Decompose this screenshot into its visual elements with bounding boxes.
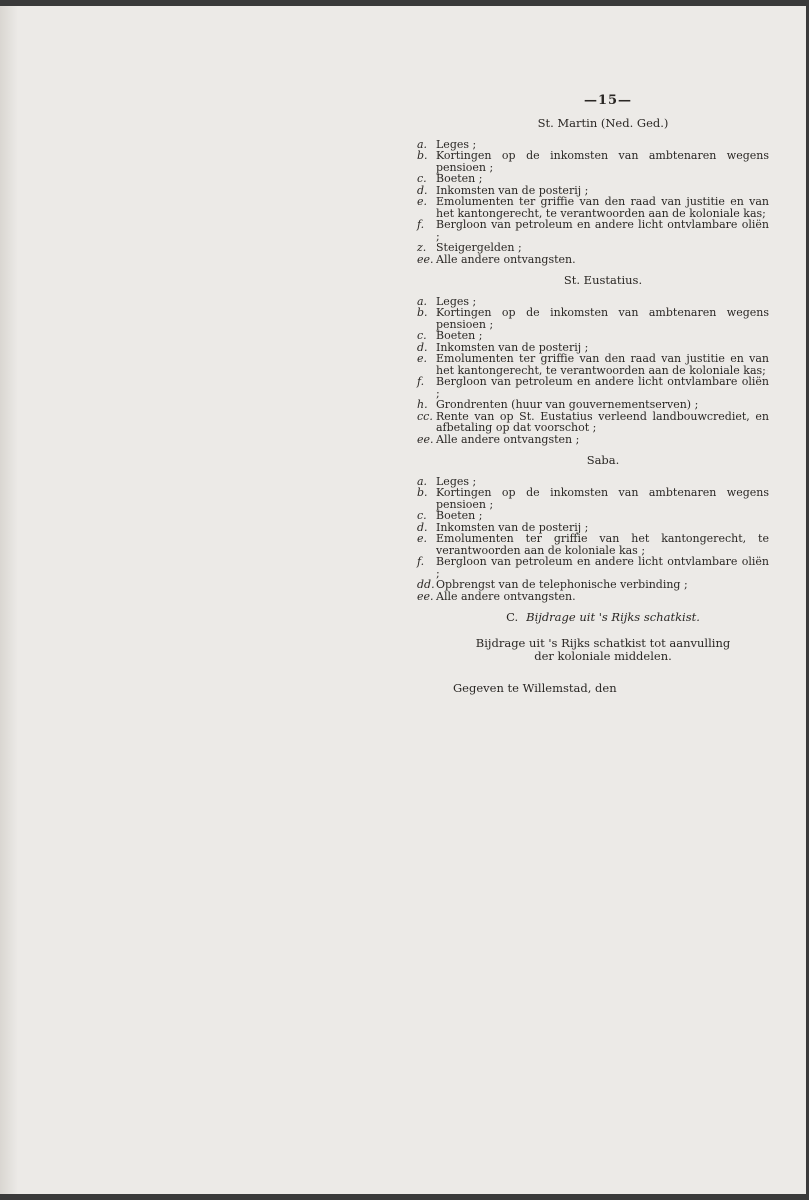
list-item (417, 219, 769, 242)
item-text: Inkomsten van de posterij ; (436, 340, 589, 354)
item-text: Leges ; (436, 474, 477, 488)
item-letter: e. (417, 195, 428, 208)
list-item (417, 196, 769, 219)
item-letter: d. (417, 183, 428, 197)
section-c-line-1: Bijdrage uit 's Rijks schatkist tot aanvulling (475, 635, 731, 650)
item-letter: d. (417, 520, 428, 534)
list-item (417, 556, 769, 579)
list-item (417, 533, 769, 556)
list-item (417, 510, 769, 522)
item-text: Emolumenten ter griffie van het kantongerecht, te verantwoorden aan de koloniale kas ; (436, 532, 769, 557)
list-item (417, 242, 769, 254)
section-heading-st-martin: St. Martin (Ned. Ged.) (537, 116, 669, 130)
list-item (417, 173, 769, 185)
list-item (417, 353, 769, 376)
item-text: Boeten ; (436, 329, 483, 342)
closing-line: Gegeven te Willemstad, den (453, 680, 617, 695)
section-c-body (437, 637, 769, 663)
list-item (417, 434, 769, 446)
item-letter: f. (417, 555, 425, 568)
item-text: Kortingen op de inkomsten van ambtenaren wegens pensioen ; (436, 486, 769, 511)
list-item (417, 579, 769, 591)
item-letter: a. (417, 137, 428, 151)
item-letter: ee. (417, 432, 434, 446)
list-item (417, 307, 769, 330)
list-st-martin (417, 139, 769, 266)
item-text: Kortingen op de inkomsten van ambtenaren wegens pensioen ; (436, 306, 769, 331)
list-item (417, 254, 769, 266)
page-number: —15— (583, 93, 633, 108)
item-text: Boeten ; (436, 509, 483, 522)
item-text: Grondrenten (huur van gouvernementserven) ; (436, 398, 699, 411)
item-text: Alle andere ontvangsten ; (436, 432, 580, 446)
item-letter: f. (417, 375, 425, 388)
item-text: Alle andere ontvangsten. (436, 589, 576, 603)
item-text: Leges ; (436, 294, 477, 308)
item-letter: d. (417, 340, 428, 354)
page-edge-shadow (0, 6, 18, 1194)
item-text: Inkomsten van de posterij ; (436, 520, 589, 534)
section-c-title: Bijdrage uit 's Rijks schatkist. (526, 610, 700, 624)
item-text: Leges ; (436, 137, 477, 151)
item-letter: h. (417, 398, 428, 411)
item-text: Rente van op St. Eustatius verleend landbouwcrediet, en afbetaling op dat voorschot ; (436, 409, 769, 434)
item-text: Emolumenten ter griffie van den raad van justitie en van het kantongerecht, te verantwoorden aan de koloniale kas; (436, 195, 769, 220)
item-text: Bergloon van petroleum en andere licht ontvlambare oliën ; (436, 555, 769, 580)
item-letter: cc. (417, 409, 433, 423)
item-letter: c. (417, 509, 427, 522)
list-item (417, 150, 769, 173)
item-letter: ee. (417, 252, 434, 266)
section-heading-st-eustatius: St. Eustatius. (563, 273, 643, 287)
section-c-heading (437, 612, 769, 624)
item-letter: b. (417, 149, 428, 162)
item-text: Steigergelden ; (436, 241, 522, 254)
item-letter: a. (417, 294, 428, 308)
list-item (417, 330, 769, 342)
item-letter: dd. (417, 578, 435, 591)
item-letter: e. (417, 532, 428, 545)
item-text: Emolumenten ter griffie van den raad van justitie en van het kantongerecht, te verantwoorden aan de koloniale kas; (436, 352, 769, 377)
item-letter: b. (417, 306, 428, 319)
item-text: Bergloon van petroleum en andere licht ontvlambare oliën ; (436, 218, 769, 243)
item-letter: e. (417, 352, 428, 365)
item-text: Alle andere ontvangsten. (436, 252, 576, 266)
list-item (417, 487, 769, 510)
item-text: Kortingen op de inkomsten van ambtenaren wegens pensioen ; (436, 149, 769, 174)
list-st-eustatius (417, 296, 769, 446)
item-letter: c. (417, 329, 427, 342)
section-heading-saba: Saba. (586, 453, 620, 467)
item-text: Boeten ; (436, 172, 483, 185)
item-text: Inkomsten van de posterij ; (436, 183, 589, 197)
item-letter: z. (417, 241, 427, 254)
item-letter: f. (417, 218, 425, 231)
list-item (417, 376, 769, 399)
item-letter: a. (417, 474, 428, 488)
item-text: Opbrengst van de telephonische verbinding ; (436, 578, 688, 591)
item-text: Bergloon van petroleum en andere licht ontvlambare oliën ; (436, 375, 769, 400)
list-saba (417, 476, 769, 603)
list-item (417, 591, 769, 603)
section-c-line-2: der koloniale middelen. (534, 648, 672, 663)
item-letter: b. (417, 486, 428, 499)
text-column (417, 90, 769, 694)
item-letter: c. (417, 172, 427, 185)
list-item (417, 399, 769, 411)
section-c-label: C. (506, 610, 519, 624)
document-page (0, 6, 806, 1194)
item-letter: ee. (417, 589, 434, 603)
list-item (417, 411, 769, 434)
